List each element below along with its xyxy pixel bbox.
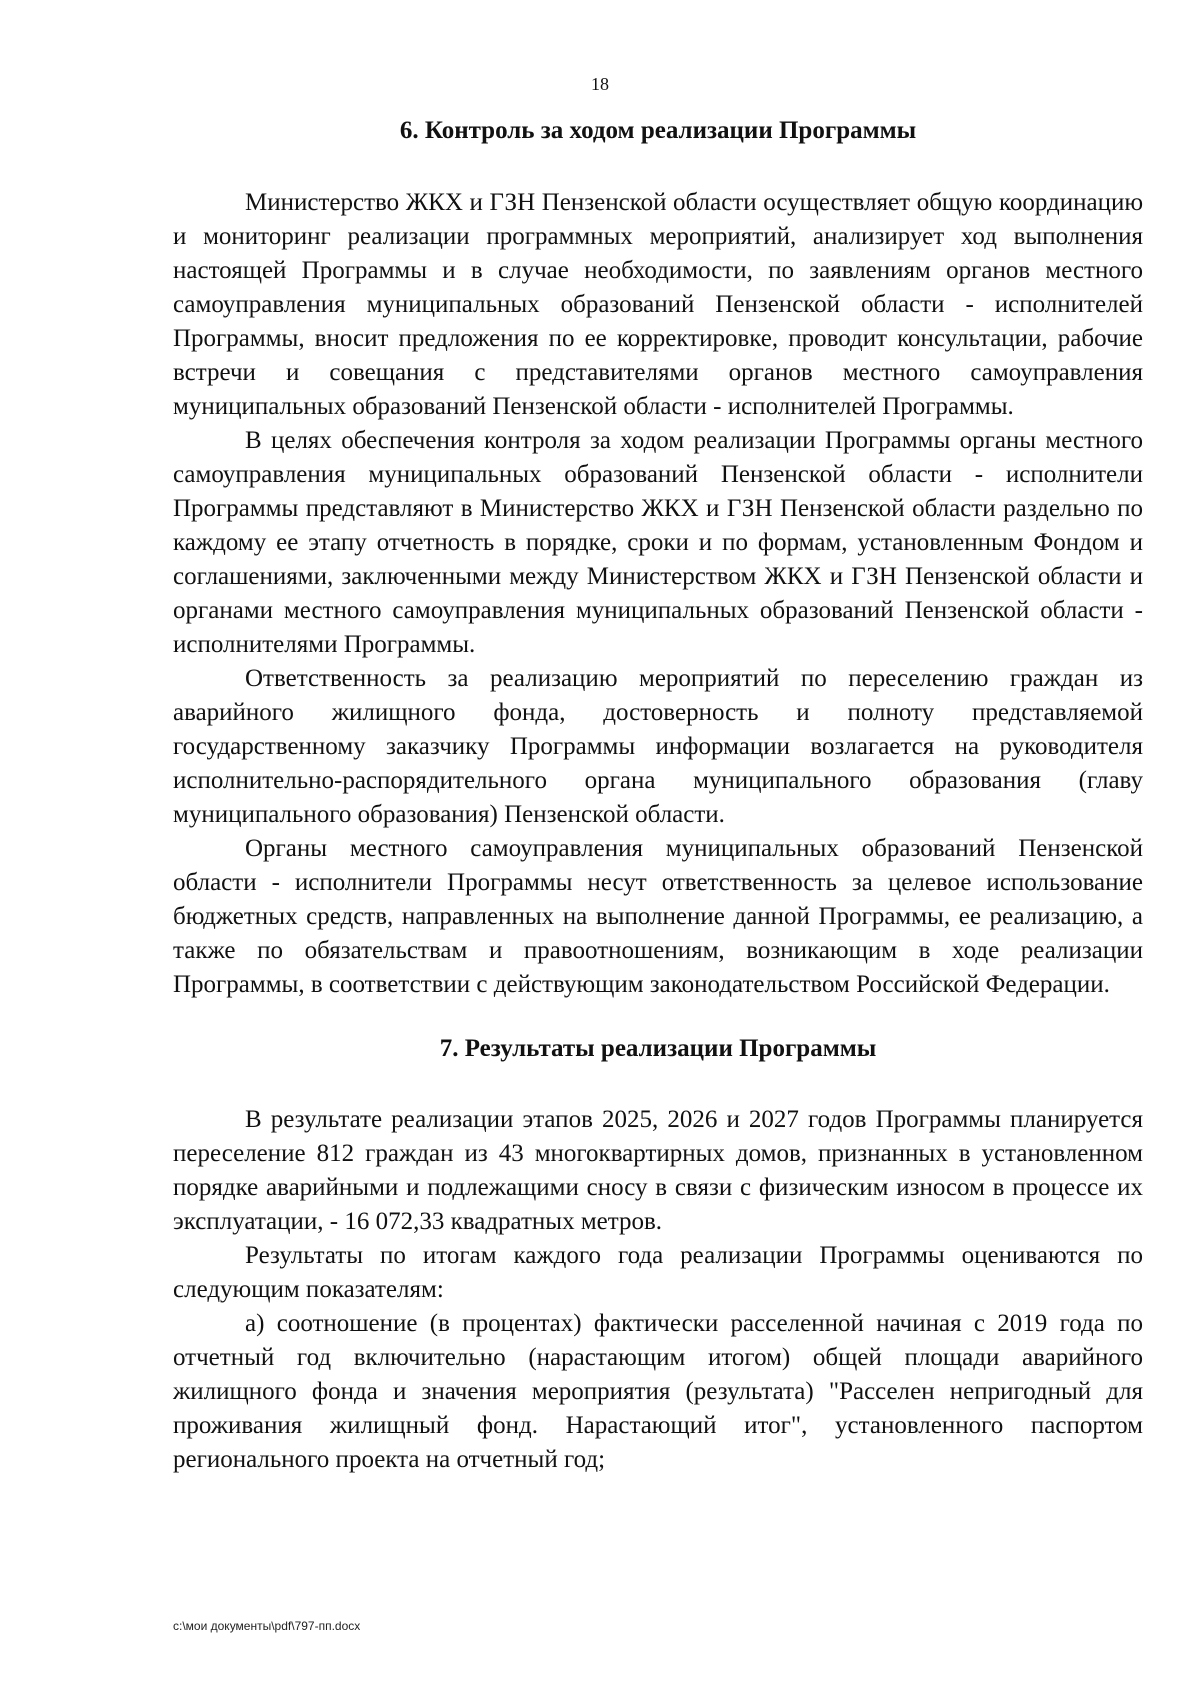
section-7-heading: 7. Результаты реализации Программы bbox=[439, 1035, 877, 1062]
section-6-heading: 6. Контроль за ходом реализации Программы bbox=[399, 117, 917, 144]
section-6-paragraph: Министерство ЖКХ и ГЗН Пензенской области осуществляет общую координацию и мониторинг реализации программных мероприятий, анализирует ход выполнения настоящей Программы и в случае необходимости, по заявлениям органов местного самоуправления муниципальных образований Пензенской области - исполнителей Программы, вносит предложения по ее корректировке, проводит консультации, рабочие встречи и совещания с представителями органов местного самоуправления муниципальных образований Пензенской области - исполнителей Программы. bbox=[173, 189, 1143, 420]
section-6-paragraph: Ответственность за реализацию мероприятий по переселению граждан из аварийного жилищного фонда, достоверность и полноту представляемой государственному заказчику Программы информации возлагается на руководителя исполнительно-распорядительного органа муниципального образования (главу муниципального образования) Пензенской области. bbox=[173, 665, 1143, 828]
page-number: 18 bbox=[591, 74, 609, 94]
section-7-paragraph: Результаты по итогам каждого года реализации Программы оцениваются по следующим показателям: bbox=[173, 1242, 1143, 1303]
section-6-paragraph: Органы местного самоуправления муниципальных образований Пензенской области - исполнители Программы несут ответственность за целевое использование бюджетных средств, направленных на выполнение данной Программы, ее реализацию, а также по обязательствам и правоотношениям, возникающим в ходе реализации Программы, в соответствии с действующим законодательством Российской Федерации. bbox=[173, 835, 1143, 998]
section-6-paragraph: В целях обеспечения контроля за ходом реализации Программы органы местного самоуправления муниципальных образований Пензенской области - исполнители Программы представляют в Министерство ЖКХ и ГЗН Пензенской области раздельно по каждому ее этапу отчетность в порядке, сроки и по формам, установленным Фондом и соглашениями, заключенными между Министерством ЖКХ и ГЗН Пензенской области и органами местного самоуправления муниципальных образований Пензенской области - исполнителями Программы. bbox=[173, 427, 1143, 658]
section-7-paragraph: В результате реализации этапов 2025, 2026 и 2027 годов Программы планируется переселение 812 граждан из 43 многоквартирных домов, признанных в установленном порядке аварийными и подлежащими сносу в связи с физическим износом в процессе их эксплуатации, - 16 072,33 квадратных метров. bbox=[173, 1106, 1143, 1235]
page-content bbox=[173, 112, 1143, 1477]
footer-file-path: c:\мои документы\pdf\797-пп.docx bbox=[173, 1619, 361, 1633]
section-7-paragraph: а) соотношение (в процентах) фактически расселенной начиная с 2019 года по отчетный год включительно (нарастающим итогом) общей площади аварийного жилищного фонда и значения мероприятия (результата) "Расселен непригодный для проживания жилищный фонд. Нарастающий итог", установленного паспортом регионального проекта на отчетный год; bbox=[173, 1310, 1143, 1473]
